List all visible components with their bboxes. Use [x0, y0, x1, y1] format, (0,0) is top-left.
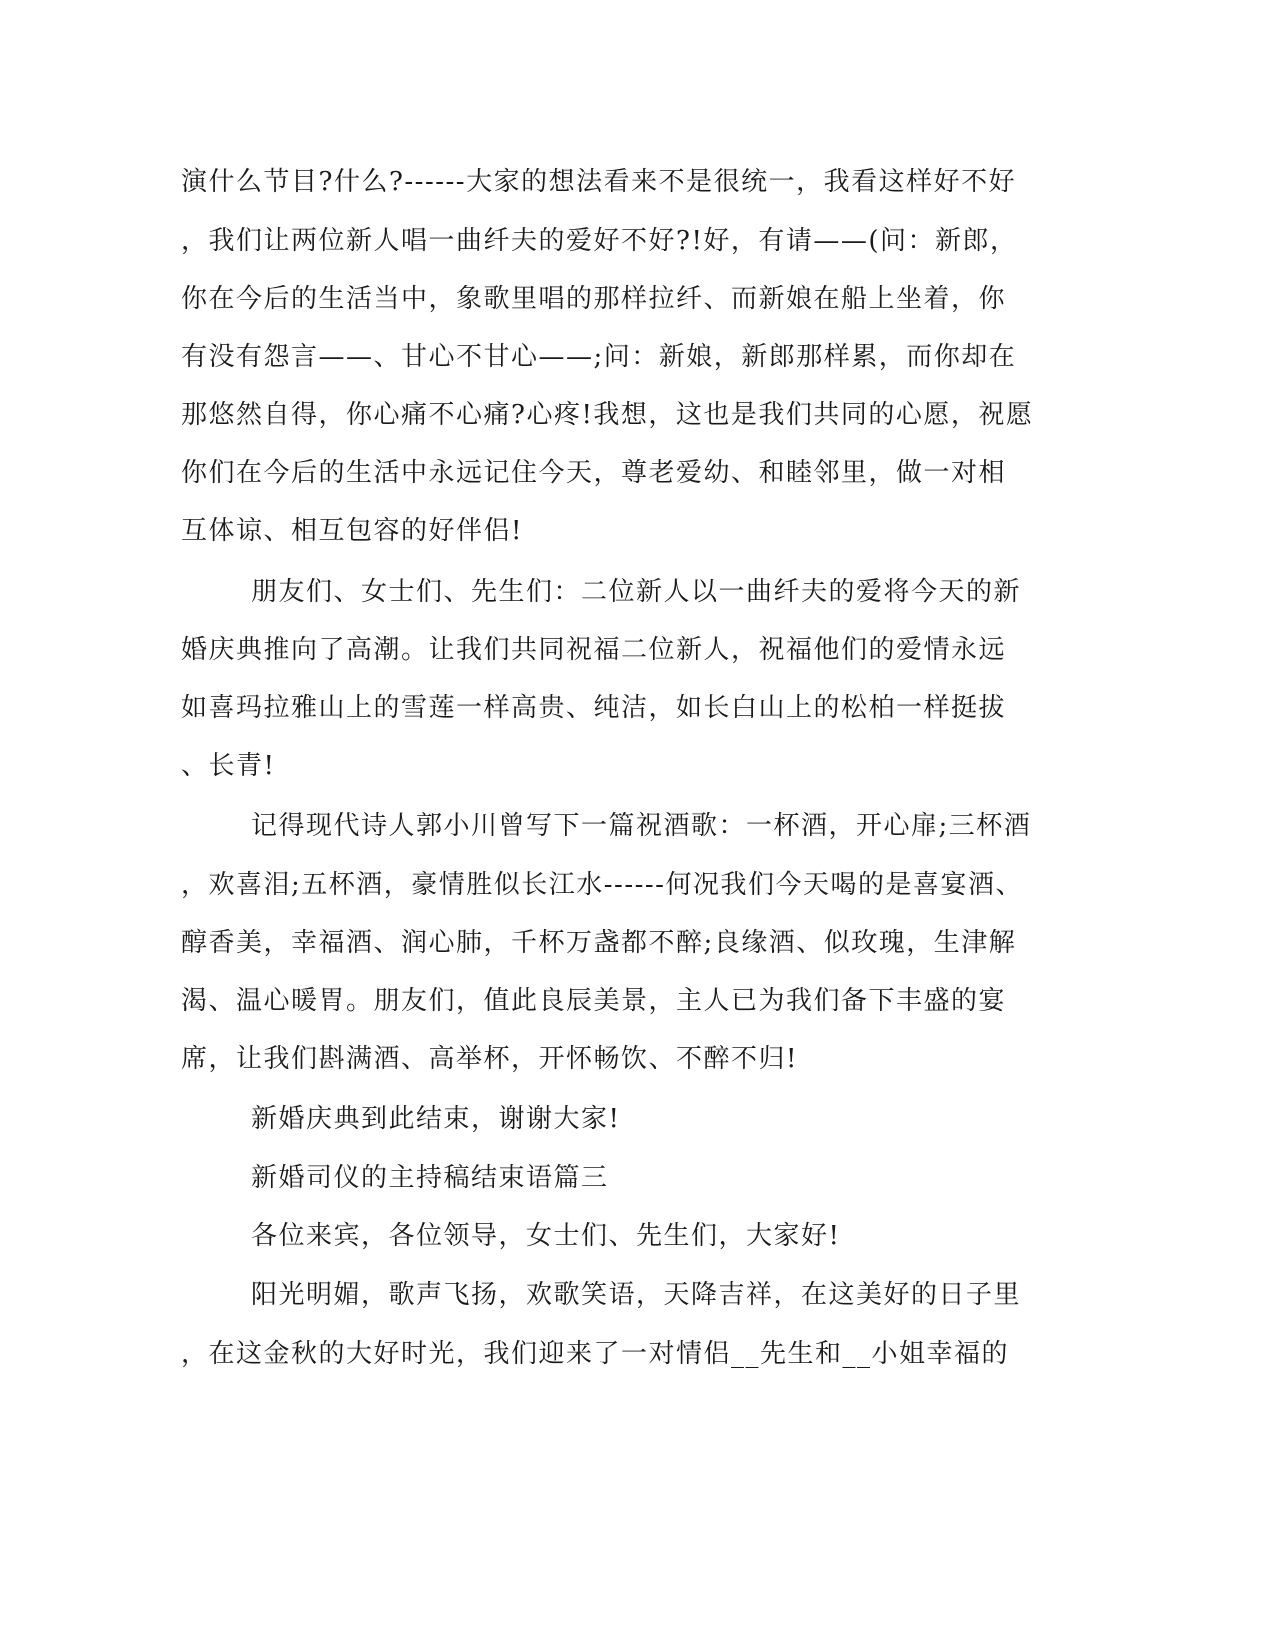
text-line: 朋友们、女士们、先生们：二位新人以一曲纤夫的爱将今天的新 [251, 577, 1022, 607]
text-line: 婚庆典推向了高潮。让我们共同祝福二位新人，祝福他们的爱情永远 [181, 635, 1007, 665]
text-line: 互体谅、相互包容的好伴侣! [181, 516, 523, 546]
text-line: ，我们让两位新人唱一曲纤夫的爱好不好?!好，有请——(问：新郎， [181, 226, 1018, 256]
section-heading: 新婚司仪的主持稿结束语篇三 [251, 1163, 609, 1193]
text-line: 新婚庆典到此结束，谢谢大家! [251, 1104, 621, 1134]
text-line: 你们在今后的生活中永远记住今天，尊老爱幼、和睦邻里，做一对相 [181, 458, 1007, 488]
text-line: 醇香美，幸福酒、润心肺，千杯万盏都不醉;良缘酒、似玫瑰，生津解 [181, 928, 1017, 958]
text-line: ，欢喜泪;五杯酒，豪情胜似长江水------何况我们今天喝的是喜宴酒、 [181, 870, 1023, 900]
text-line: 你在今后的生活当中，象歌里唱的那样拉纤、而新娘在船上坐着，你 [181, 284, 1007, 314]
text-line: 记得现代诗人郭小川曾写下一篇祝酒歌：一杯酒，开心扉;三杯酒 [251, 811, 1032, 841]
text-line: 演什么节目?什么?------大家的想法看来不是很统一，我看这样好不好 [181, 167, 1017, 197]
text-line: ，在这金秋的大好时光，我们迎来了一对情侣__先生和__小姐幸福的 [181, 1339, 1010, 1369]
text-line: 那悠然自得，你心痛不心痛?心疼!我想，这也是我们共同的心愿，祝愿 [181, 400, 1034, 430]
text-line: 各位来宾，各位领导，女士们、先生们，大家好! [251, 1221, 841, 1251]
text-line: 有没有怨言——、甘心不甘心——;问：新娘，新郎那样累，而你却在 [181, 342, 1017, 372]
text-line: 如喜玛拉雅山上的雪莲一样高贵、纯洁，如长白山上的松柏一样挺拔 [181, 693, 1007, 723]
text-line: 渴、温心暖胃。朋友们，值此良辰美景，主人已为我们备下丰盛的宴 [181, 986, 1007, 1016]
text-line: 、长青! [181, 751, 276, 781]
text-line: 席，让我们斟满酒、高举杯，开怀畅饮、不醉不归! [181, 1044, 798, 1074]
text-line: 阳光明媚，歌声飞扬，欢歌笑语，天降吉祥，在这美好的日子里 [251, 1280, 1022, 1310]
